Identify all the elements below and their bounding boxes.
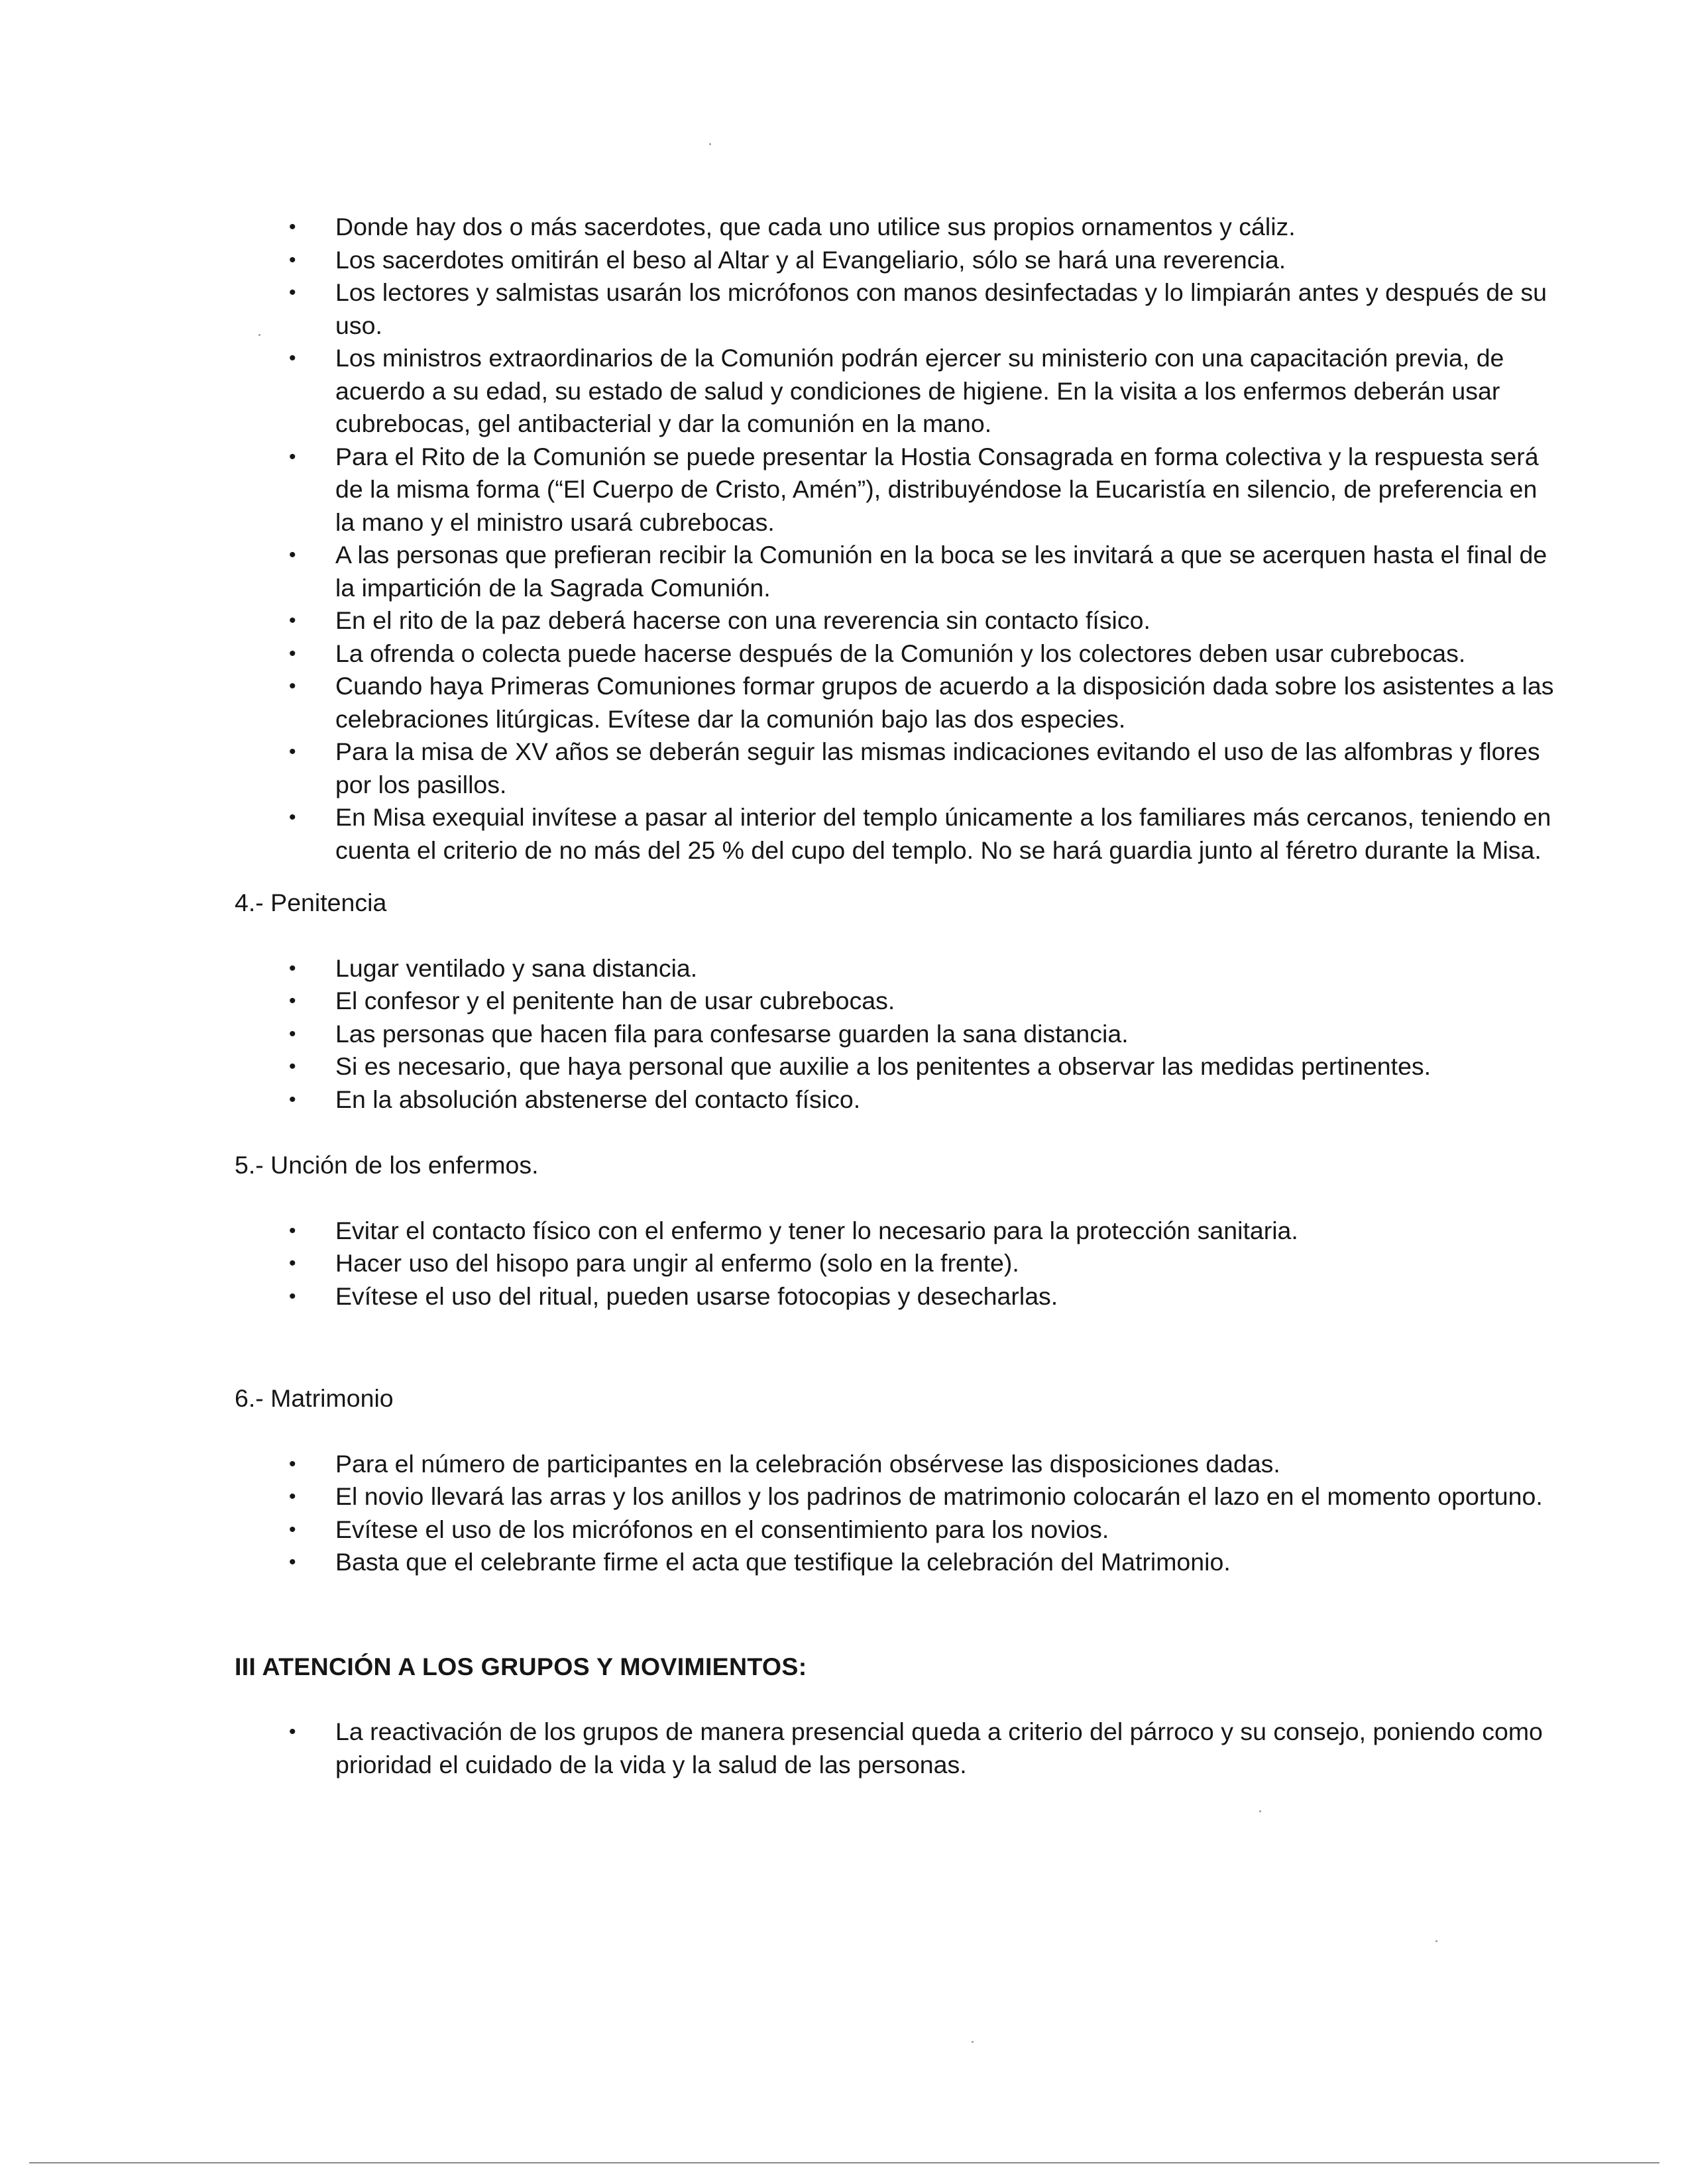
bullet-icon: •	[289, 1252, 296, 1274]
bullet-icon: •	[289, 957, 296, 979]
bullet-icon: •	[289, 1285, 296, 1307]
section-heading-penitencia: 4.- Penitencia	[235, 889, 387, 916]
bullet-icon: •	[289, 1518, 296, 1541]
list-item: • Hacer uso del hisopo para ungir al enfermo (solo en la frente).	[335, 1247, 1560, 1280]
page-bottom-rule	[29, 2162, 1659, 2163]
bullet-icon: •	[289, 1551, 296, 1573]
section3-continued-list	[235, 211, 1560, 867]
section-heading-grupos-movimientos: III ATENCIÓN A LOS GRUPOS Y MOVIMIENTOS:	[235, 1652, 807, 1680]
bullet-icon: •	[289, 1721, 296, 1743]
list-item: • Evítese el uso de los micrófonos en el consentimiento para los novios.	[335, 1513, 1560, 1547]
list-item: • Las personas que hacen fila para confesarse guarden la sana distancia.	[335, 1018, 1560, 1051]
bullet-icon: •	[289, 544, 296, 566]
list-item: • Donde hay dos o más sacerdotes, que cada uno utilice sus propios ornamentos y cáliz.	[335, 211, 1560, 244]
uncion-list	[235, 1215, 1560, 1313]
bullet-icon: •	[289, 216, 296, 238]
penitencia-list	[235, 952, 1560, 1117]
scan-speck	[1259, 1810, 1261, 1812]
bullet-icon: •	[289, 1088, 296, 1111]
section-heading-uncion: 5.- Unción de los enfermos.	[235, 1151, 539, 1179]
list-item: • Los lectores y salmistas usarán los micrófonos con manos desinfectadas y lo limpiarán antes y después de su uso.	[335, 276, 1560, 342]
list-item: • Para el Rito de la Comunión se puede presentar la Hostia Consagrada en forma colectiva y la respuesta será de la misma forma (“El Cuerpo de Cristo, Amén”), distribuyéndose la Eucaristía en silencio, de preferencia en la mano y el ministro usará cubrebocas.	[335, 441, 1560, 539]
bullet-icon: •	[289, 806, 296, 828]
list-item: • En Misa exequial invítese a pasar al interior del templo únicamente a los familiares más cercanos, teniendo en cuenta el criterio de no más del 25 % del cupo del templo. No se hará guardia junto al féretro durante la Misa.	[335, 801, 1560, 867]
list-item: • Cuando haya Primeras Comuniones formar grupos de acuerdo a la disposición dada sobre los asistentes a las celebraciones litúrgicas. Evítese dar la comunión bajo las dos especies.	[335, 670, 1560, 736]
list-item: • Para el número de participantes en la celebración obsérvese las disposiciones dadas.	[335, 1448, 1560, 1481]
list-item: • Evitar el contacto físico con el enfermo y tener lo necesario para la protección sanitaria.	[335, 1215, 1560, 1248]
list-item: • Si es necesario, que haya personal que auxilie a los penitentes a observar las medidas pertinentes.	[335, 1050, 1560, 1083]
document-body	[235, 211, 1560, 1781]
list-item: • Los sacerdotes omitirán el beso al Altar y al Evangeliario, sólo se hará una reverencia.	[335, 244, 1560, 277]
bullet-icon: •	[289, 282, 296, 303]
list-item: • Los ministros extraordinarios de la Comunión podrán ejercer su ministerio con una capacitación previa, de acuerdo a su edad, su estado de salud y condiciones de higiene. En la visita a los enfermos deberán usar cubrebocas, gel antibacterial y dar la comunión en la mano.	[335, 342, 1560, 441]
bullet-icon: •	[289, 990, 296, 1012]
bullet-icon: •	[289, 1056, 296, 1077]
matrimonio-list	[235, 1448, 1560, 1579]
bullet-icon: •	[289, 347, 296, 369]
bullet-icon: •	[289, 642, 296, 665]
list-item: • Lugar ventilado y sana distancia.	[335, 952, 1560, 985]
list-item: • La reactivación de los grupos de manera presencial queda a criterio del párroco y su consejo, poniendo como prioridad el cuidado de la vida y la salud de las personas.	[335, 1716, 1560, 1781]
list-item: • Evítese el uso del ritual, pueden usarse fotocopias y desecharlas.	[335, 1280, 1560, 1313]
scan-speck	[1435, 1940, 1437, 1942]
bullet-icon: •	[289, 675, 296, 697]
bullet-icon: •	[289, 1219, 296, 1242]
list-item: • En la absolución abstenerse del contacto físico.	[335, 1083, 1560, 1117]
list-item: • En el rito de la paz deberá hacerse con una reverencia sin contacto físico.	[335, 604, 1560, 637]
list-item: • El confesor y el penitente han de usar cubrebocas.	[335, 985, 1560, 1018]
bullet-icon: •	[289, 1486, 296, 1507]
grupos-list	[235, 1716, 1560, 1781]
list-item: • La ofrenda o colecta puede hacerse después de la Comunión y los colectores deben usar cubrebocas.	[335, 637, 1560, 671]
section-heading-matrimonio: 6.- Matrimonio	[235, 1384, 394, 1412]
scan-speck	[258, 334, 260, 336]
scan-speck	[709, 143, 711, 145]
list-item: • Para la misa de XV años se deberán seguir las mismas indicaciones evitando el uso de las alfombras y flores por los pasillos.	[335, 736, 1560, 801]
bullet-icon: •	[289, 248, 296, 271]
scan-speck	[972, 2041, 974, 2043]
list-item: • El novio llevará las arras y los anillos y los padrinos de matrimonio colocarán el lazo en el momento oportuno.	[335, 1480, 1560, 1513]
bullet-icon: •	[289, 445, 296, 468]
bullet-icon: •	[289, 1022, 296, 1045]
bullet-icon: •	[289, 610, 296, 631]
list-item: • A las personas que prefieran recibir la Comunión en la boca se les invitará a que se acerquen hasta el final de la impartición de la Sagrada Comunión.	[335, 539, 1560, 604]
list-item: • Basta que el celebrante firme el acta que testifique la celebración del Matrimonio.	[335, 1546, 1560, 1579]
bullet-icon: •	[289, 1452, 296, 1475]
bullet-icon: •	[289, 741, 296, 763]
